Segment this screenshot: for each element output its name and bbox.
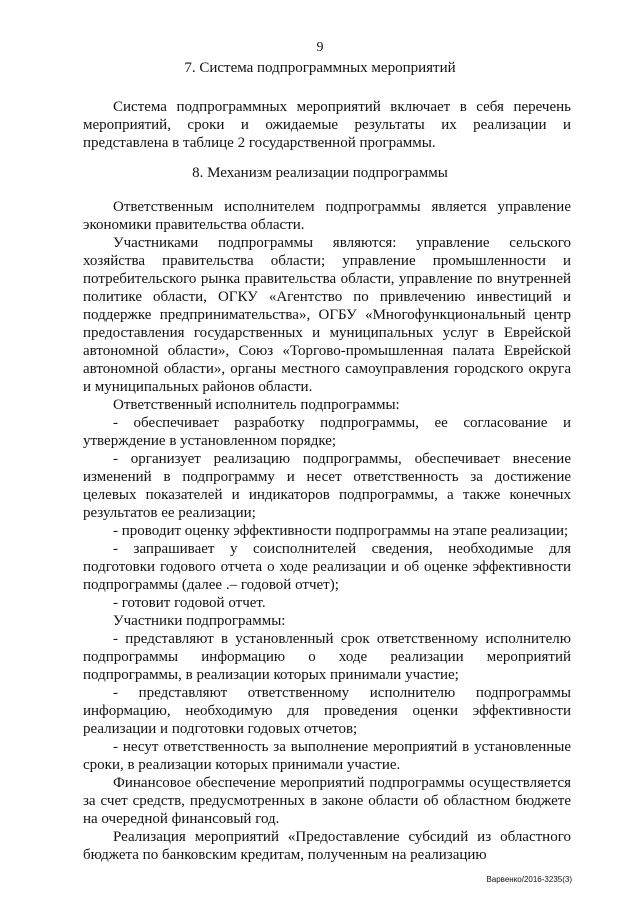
paragraph: Ответственным исполнителем подпрограммы является управление экономики правительства области. xyxy=(83,199,571,233)
paragraph: Участниками подпрограммы являются: управление сельского хозяйства правительства области; управление промышленности и потребительского рынка правительства области, управление по внутренней политике области, ОГКУ «Агентство по привлечению инвестиций и поддержке предпринимательства», ОГБУ «Многофункциональный центр предоставления государственных и муниципальных услуг в Еврейской автономной области», Союз «Торгово-промышленная палата Еврейской автономной области», органы местного самоуправления городского округа и муниципальных районов области. xyxy=(83,235,571,395)
paragraph: - запрашивает у соисполнителей сведения, необходимые для подготовки годового отчета о ходе реализации и об оценке эффективности подпрограммы (далее .– годовой отчет); xyxy=(83,541,571,593)
paragraph: - готовит годовой отчет. xyxy=(113,595,266,611)
document-code: Варвенко/2016-3235(3) xyxy=(486,875,572,884)
paragraph: - обеспечивает разработку подпрограммы, ее согласование и утверждение в установленном порядке; xyxy=(83,415,571,449)
paragraph: Система подпрограммных мероприятий включает в себя перечень мероприятий, сроки и ожидаемые результаты их реализации и представлена в таблице 2 государственной программы. xyxy=(83,99,571,151)
paragraph: - несут ответственность за выполнение мероприятий в установленные сроки, в реализации которых принимали участие. xyxy=(83,739,571,773)
section-7-heading: 7. Система подпрограммных мероприятий xyxy=(184,60,456,76)
paragraph: Финансовое обеспечение мероприятий подпрограммы осуществляется за счет средств, предусмотренных в законе области об областном бюджете на очередной финансовый год. xyxy=(83,775,571,827)
paragraph: - организует реализацию подпрограммы, обеспечивает внесение изменений в подпрограмму и несет ответственность за достижение целевых показателей и индикаторов подпрограммы, а также конечных результатов ее реализации; xyxy=(83,451,571,521)
paragraph: Ответственный исполнитель подпрограммы: xyxy=(113,397,400,413)
paragraph: Участники подпрограммы: xyxy=(113,613,286,629)
paragraph: - представляют в установленный срок ответственному исполнителю подпрограммы информацию о ходе реализации мероприятий подпрограммы, в реализации которых принимали участие; xyxy=(83,631,571,683)
section-8-heading: 8. Механизм реализации подпрограммы xyxy=(192,165,448,181)
paragraph: Реализация мероприятий «Предоставление субсидий из областного бюджета по банковским кредитам, полученным на реализацию xyxy=(83,829,571,863)
paragraph: - проводит оценку эффективности подпрограммы на этапе реализации; xyxy=(113,523,569,539)
section-7-body xyxy=(83,98,571,152)
section-8-body xyxy=(83,198,571,864)
page-number: 9 xyxy=(316,40,324,55)
paragraph: - представляют ответственному исполнителю подпрограммы информацию, необходимую для проведения оценки эффективности реализации и подготовки годовых отчетов; xyxy=(83,685,571,737)
